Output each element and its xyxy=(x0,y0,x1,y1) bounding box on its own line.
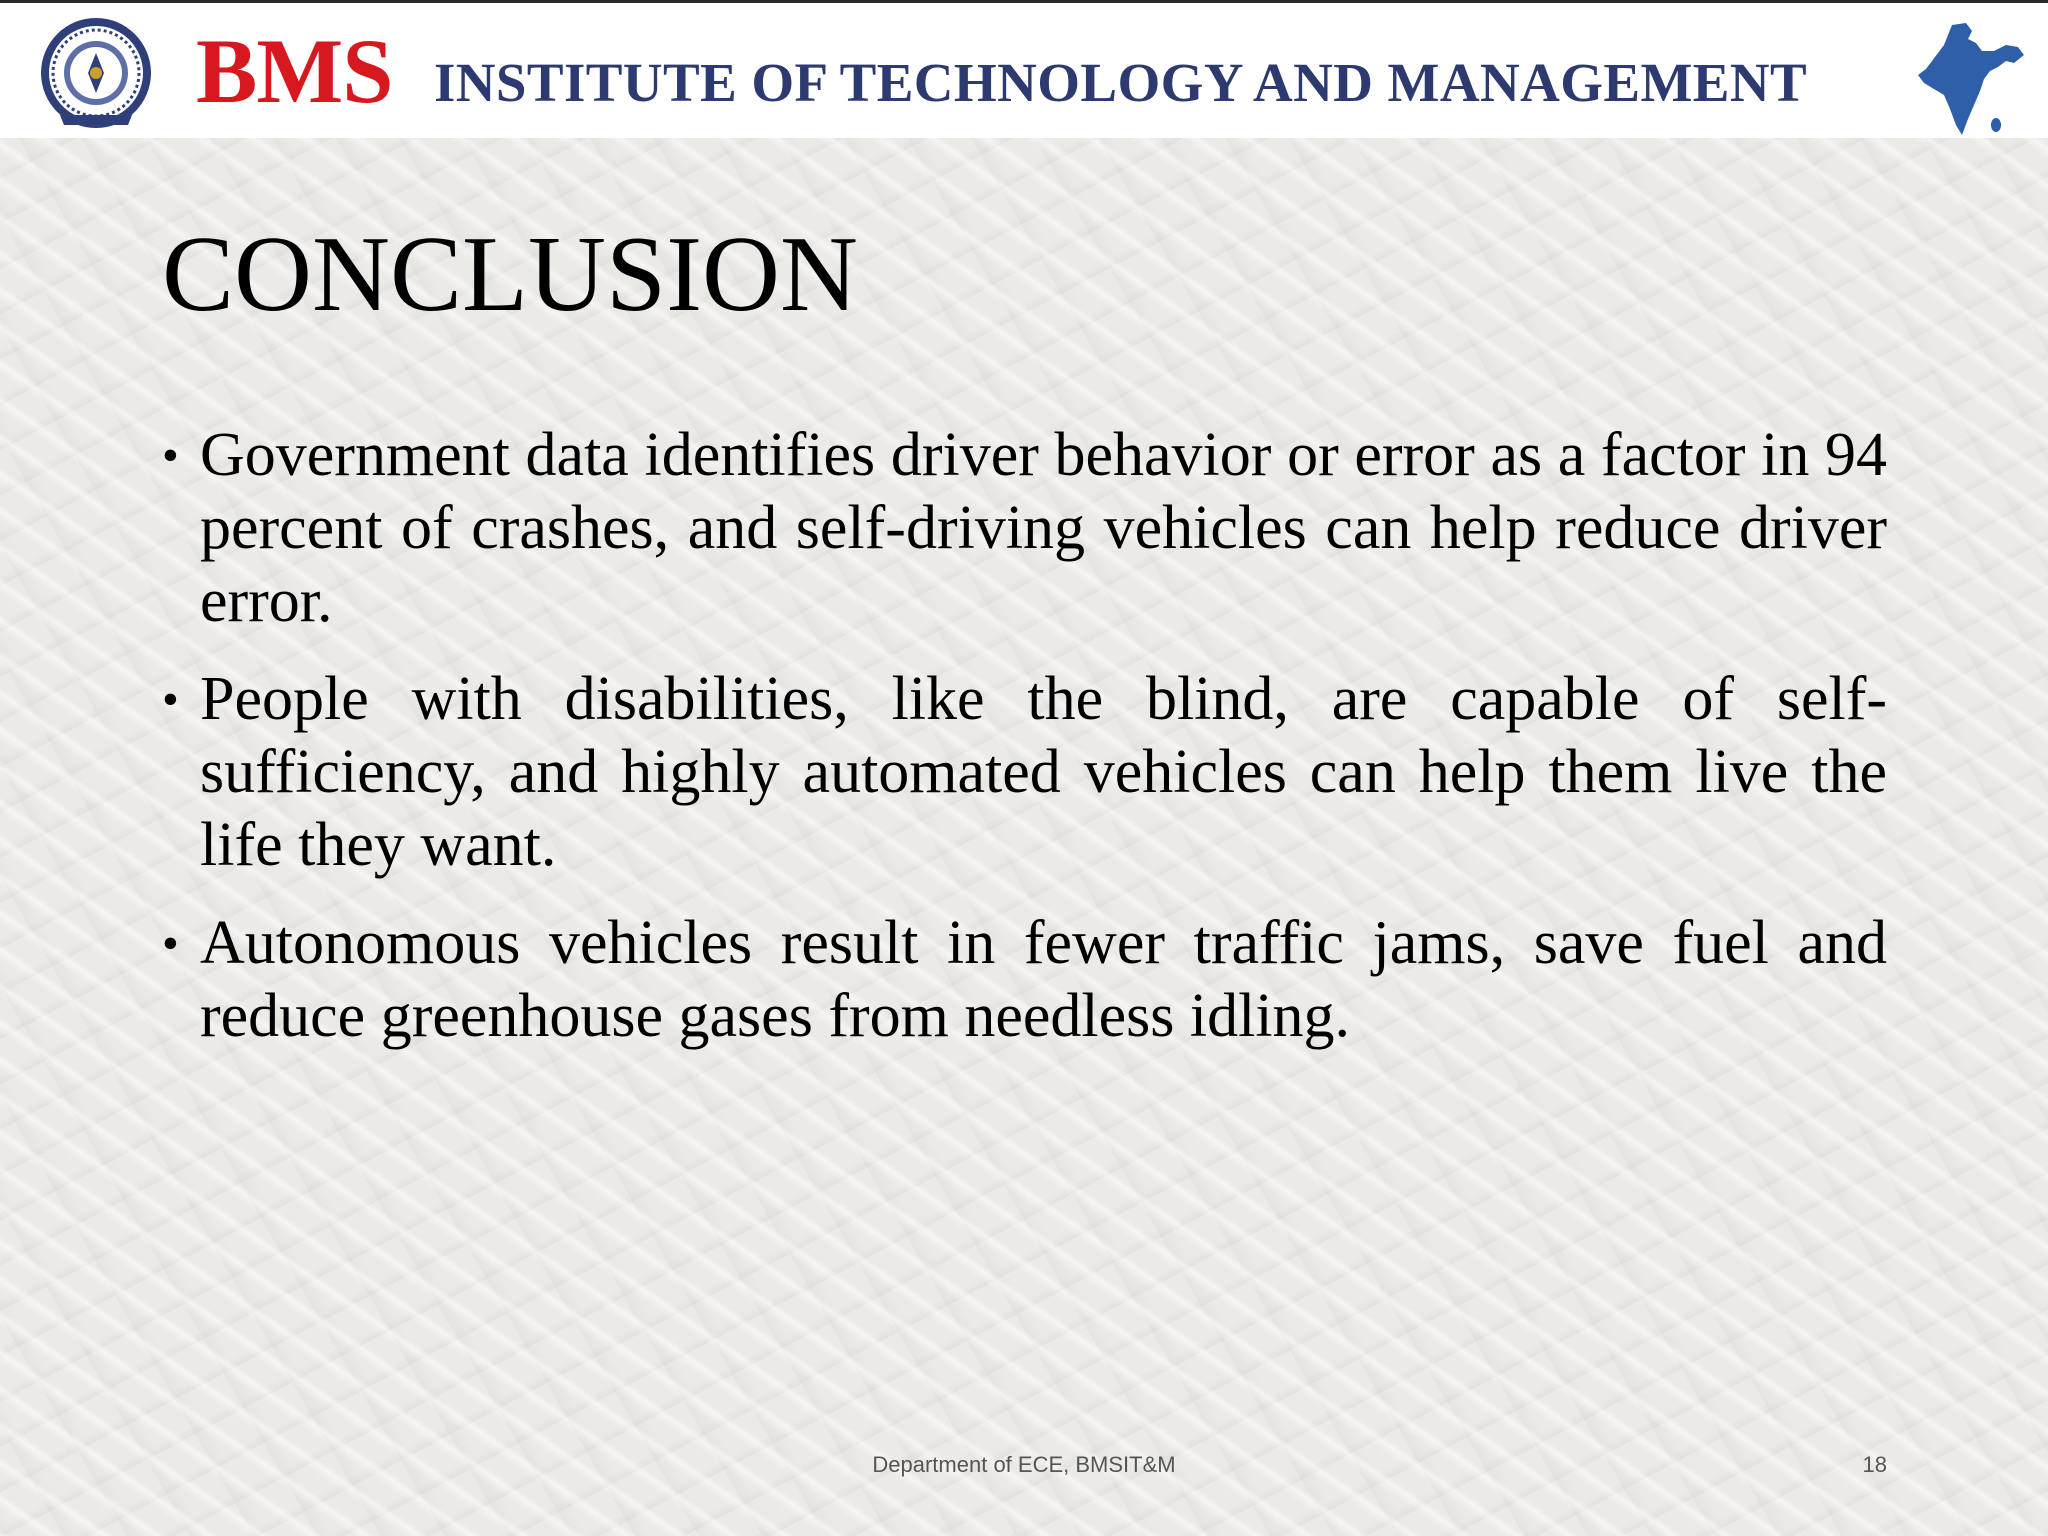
bullet-list xyxy=(162,419,1887,1078)
footer-department: Department of ECE, BMSIT&M xyxy=(872,1452,1176,1477)
bullet-item xyxy=(162,419,1887,638)
bullet-item xyxy=(162,663,1887,882)
brand-name: BMS xyxy=(196,20,393,122)
bullet-dot-icon: • xyxy=(162,429,179,482)
bullet-text: Autonomous vehicles result in fewer traffic jams, save fuel and reduce greenhouse gases from needless idling. xyxy=(200,909,1887,1050)
page-number: 18 xyxy=(1862,1452,1887,1477)
bullet-item xyxy=(162,907,1887,1053)
bullet-dot-icon: • xyxy=(162,673,179,726)
slide-title: CONCLUSION xyxy=(162,215,859,334)
bullet-text: People with disabilities, like the blind, are capable of self-sufficiency, and highly automated vehicles can help them live the life they want. xyxy=(200,665,1887,879)
bullet-dot-icon: • xyxy=(162,917,179,970)
institute-name: INSTITUTE OF TECHNOLOGY AND MANAGEMENT xyxy=(434,52,1808,113)
institute-seal-icon xyxy=(38,15,154,131)
slide-header xyxy=(0,0,2048,138)
bullet-text: Government data identifies driver behavior or error as a factor in 94 percent of crashes, and self-driving vehicles can help reduce driver error. xyxy=(200,421,1887,635)
india-map-icon xyxy=(1910,21,2028,139)
